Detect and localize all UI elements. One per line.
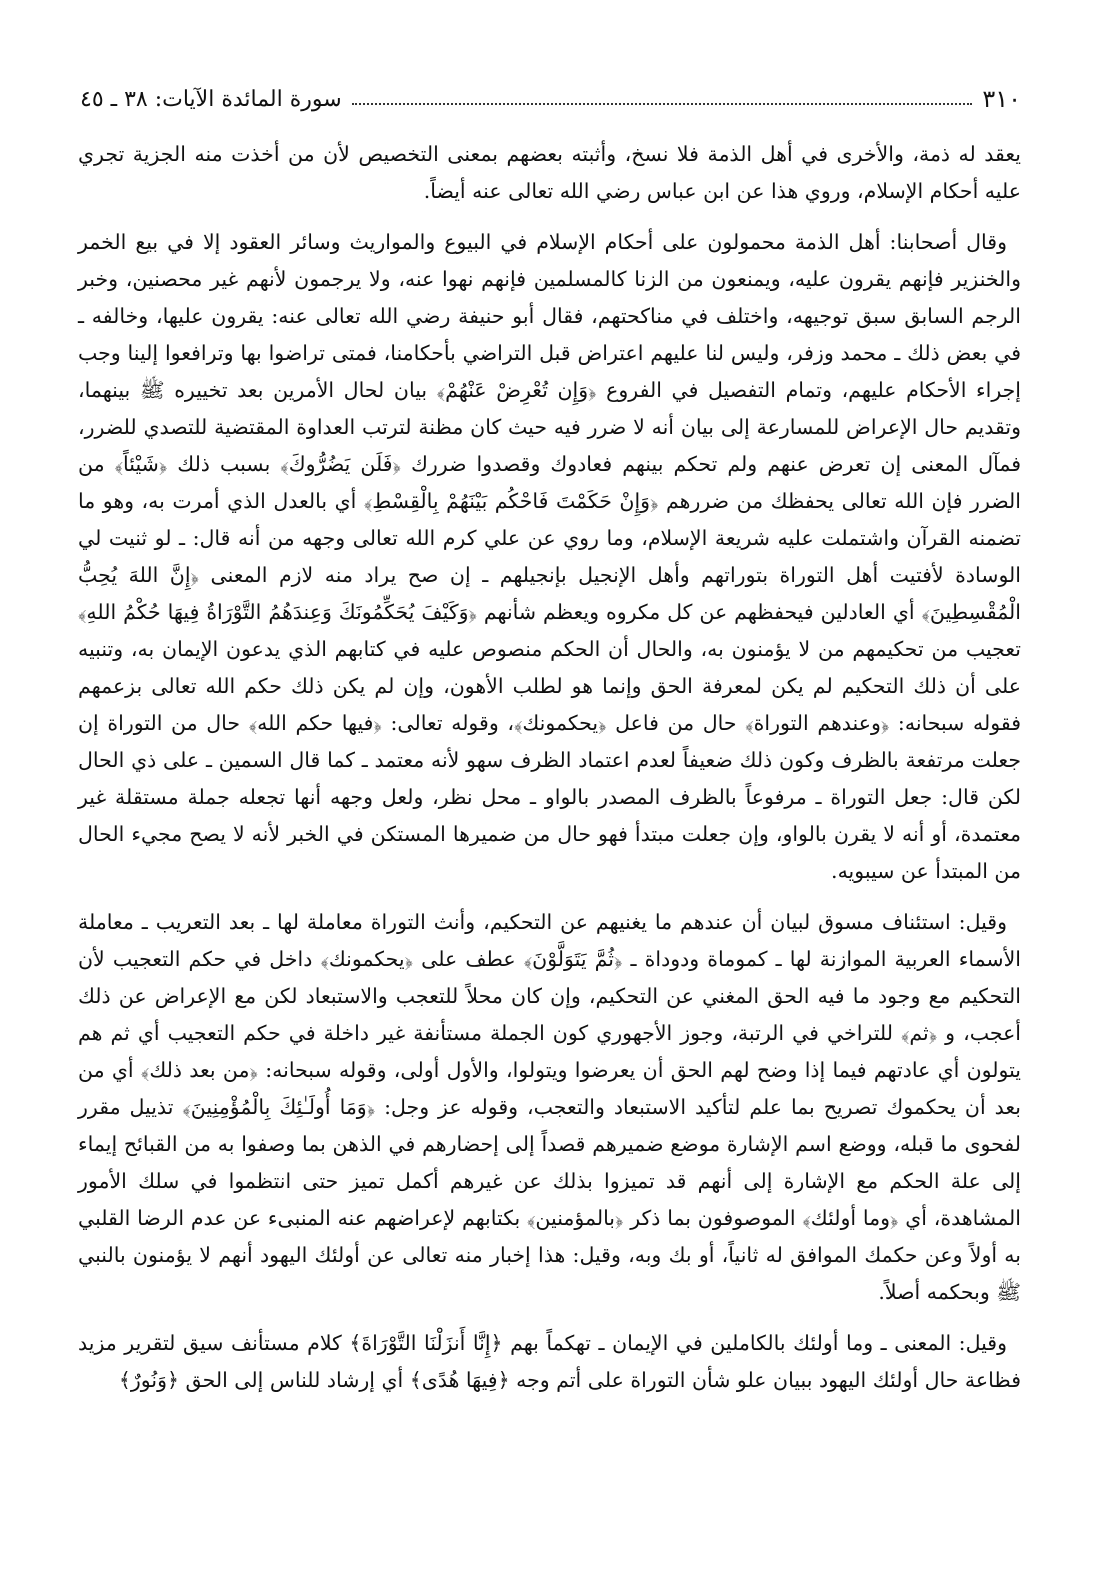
page-number: ٣١٠ [982, 85, 1021, 113]
chapter-title: سورة المائدة الآيات: ٣٨ ـ ٤٥ [80, 86, 342, 112]
paragraph-1: يعقد له ذمة، والأخرى في أهل الذمة فلا نسخ، وأثبته بعضهم بمعنى التخصيص لأن من أخذت منه الجزية تجري عليه أحكام الإسلام، وروي هذا عن ابن عباس رضي الله تعالى عنه أيضاً. [78, 142, 1021, 203]
paragraph-4: وقيل: المعنى ـ وما أولئك بالكاملين في الإيمان ـ تهكماً بهم ﴿إِنَّا أَنزَلْنَا التَّوْرَاةَ﴾ كلام مستأنف سيق لتقرير مزيد فظاعة حال أولئك اليهود ببيان علو شأن التوراة على أتم وجه ﴿فِيهَا هُدًى﴾ أي إرشاد للناس إلى الحق ﴿وَنُورٌ﴾ [78, 1331, 1021, 1392]
paragraph-2: وقال أصحابنا: أهل الذمة محمولون على أحكام الإسلام في البيوع والمواريث وسائر العقود إلا في بيع الخمر والخنزير فإنهم يقرون عليه، ويمنعون من الزنا كالمسلمين فإنهم نهوا عنه، ولا يرجمون لأنهم غير محصنين، وخبر الرجم السابق سبق توجيهه، واختلف في مناكحتهم، فقال أبو حنيفة رضي الله تعالى عنه: يقرون عليها، وخالفه ـ في بعض ذلك ـ محمد وزفر، وليس لنا عليهم اعتراض قبل التراضي بأحكامنا، فمتى تراضوا بها وترافعوا إلينا وجب إجراء الأحكام عليهم، وتمام التفصيل في الفروع ﴿وَإِن تُعْرِضْ عَنْهُمْ﴾ بيان لحال الأمرين بعد تخييره ﷺ بينهما، وتقديم حال الإعراض للمسارعة إلى بيان أنه لا ضرر فيه حيث كان مظنة لترتب العداوة المقتضية للتصدي للضرر، فمآل المعنى إن تعرض عنهم ولم تحكم بينهم فعادوك وقصدوا ضررك ﴿فَلَن يَضُرُّوكَ﴾ بسبب ذلك ﴿شَيْئاً﴾ من الضرر فإن الله تعالى يحفظك من ضررهم ﴿وَإِنْ حَكَمْتَ فَاحْكُم بَيْنَهُمْ بِالْقِسْطِ﴾ أي بالعدل الذي أمرت به، وهو ما تضمنه القرآن واشتملت عليه شريعة الإسلام، وما روي عن علي كرم الله تعالى وجهه من أنه قال: ـ لو ثنيت لي الوسادة لأفتيت أهل التوراة بتوراتهم وأهل الإنجيل بإنجيلهم ـ إن صح يراد منه لازم المعنى ﴿إِنَّ اللهَ يُحِبُّ الْمُقْسِطِينَ﴾ أي العادلين فيحفظهم عن كل مكروه ويعظم شأنهم ﴿وَكَيْفَ يُحَكِّمُونَكَ وَعِندَهُمُ التَّوْرَاةُ فِيهَا حُكْمُ اللهِ﴾ تعجيب من تحكيمهم من لا يؤمنون به، والحال أن الحكم منصوص عليه في كتابهم الذي يدعون الإيمان به، وتنبيه على أن ذلك التحكيم لم يكن لمعرفة الحق وإنما هو لطلب الأهون، وإن لم يكن ذلك حكم الله تعالى بزعمهم فقوله سبحانه: ﴿وعندهم التوراة﴾ حال من فاعل ﴿يحكمونك﴾، وقوله تعالى: ﴿فيها حكم الله﴾ حال من التوراة إن جعلت مرتفعة بالظرف وكون ذلك ضعيفاً لعدم اعتماد الظرف سهو لأنه معتمد ـ كما قال السمين ـ على ذي الحال لكن قال: جعل التوراة ـ مرفوعاً بالظرف المصدر بالواو ـ محل نظر، ولعل وجهه أنها تجعله جملة مستقلة غير معتمدة، أو أنه لا يقرن بالواو، وإن جعلت مبتدأ فهو حال من ضميرها المستكن في الخبر لأنه لا يصح مجيء الحال من المبتدأ عن سيبويه. [78, 230, 1021, 883]
paragraph-3: وقيل: استئناف مسوق لبيان أن عندهم ما يغنيهم عن التحكيم، وأنث التوراة معاملة لها ـ بعد التعريب ـ معاملة الأسماء العربية الموازنة لها ـ كموماة ودوداة ـ ﴿ثُمَّ يَتَوَلَّوْنَ﴾ عطف على ﴿يحكمونك﴾ داخل في حكم التعجيب لأن التحكيم مع وجود ما فيه الحق المغني عن التحكيم، وإن كان محلاً للتعجب والاستبعاد لكن مع الإعراض عن ذلك أعجب، و ﴿ثم﴾ للتراخي في الرتبة، وجوز الأجهوري كون الجملة مستأنفة غير داخلة في حكم التعجيب أي ثم هم يتولون أي عادتهم فيما إذا وضح لهم الحق أن يعرضوا ويتولوا، والأول أولى، وقوله سبحانه: ﴿من بعد ذلك﴾ أي من بعد أن يحكموك تصريح بما علم لتأكيد الاستبعاد والتعجب، وقوله عز وجل: ﴿وَمَا أُولَـٰئِكَ بِالْمُؤْمِنِينَ﴾ تذييل مقرر لفحوى ما قبله، ووضع اسم الإشارة موضع ضميرهم قصداً إلى إحضارهم في الذهن بما وصفوا به من القبائح إيماء إلى علة الحكم مع الإشارة إلى أنهم قد تميزوا بذلك عن غيرهم أكمل تميز حتى انتظموا في سلك الأمور المشاهدة، أي ﴿وما أولئك﴾ الموصوفون بما ذكر ﴿بالمؤمنين﴾ بكتابهم لإعراضهم عنه المنبىء عن عدم الرضا القلبي به أولاً وعن حكمك الموافق له ثانياً، أو بك وبه، وقيل: هذا إخبار منه تعالى عن أولئك اليهود أنهم لا يؤمنون بالنبي ﷺ وبحكمه أصلاً. [78, 910, 1021, 1304]
header-dotted-leader [352, 103, 973, 105]
running-header [80, 84, 1021, 114]
page-body [78, 136, 1021, 1413]
